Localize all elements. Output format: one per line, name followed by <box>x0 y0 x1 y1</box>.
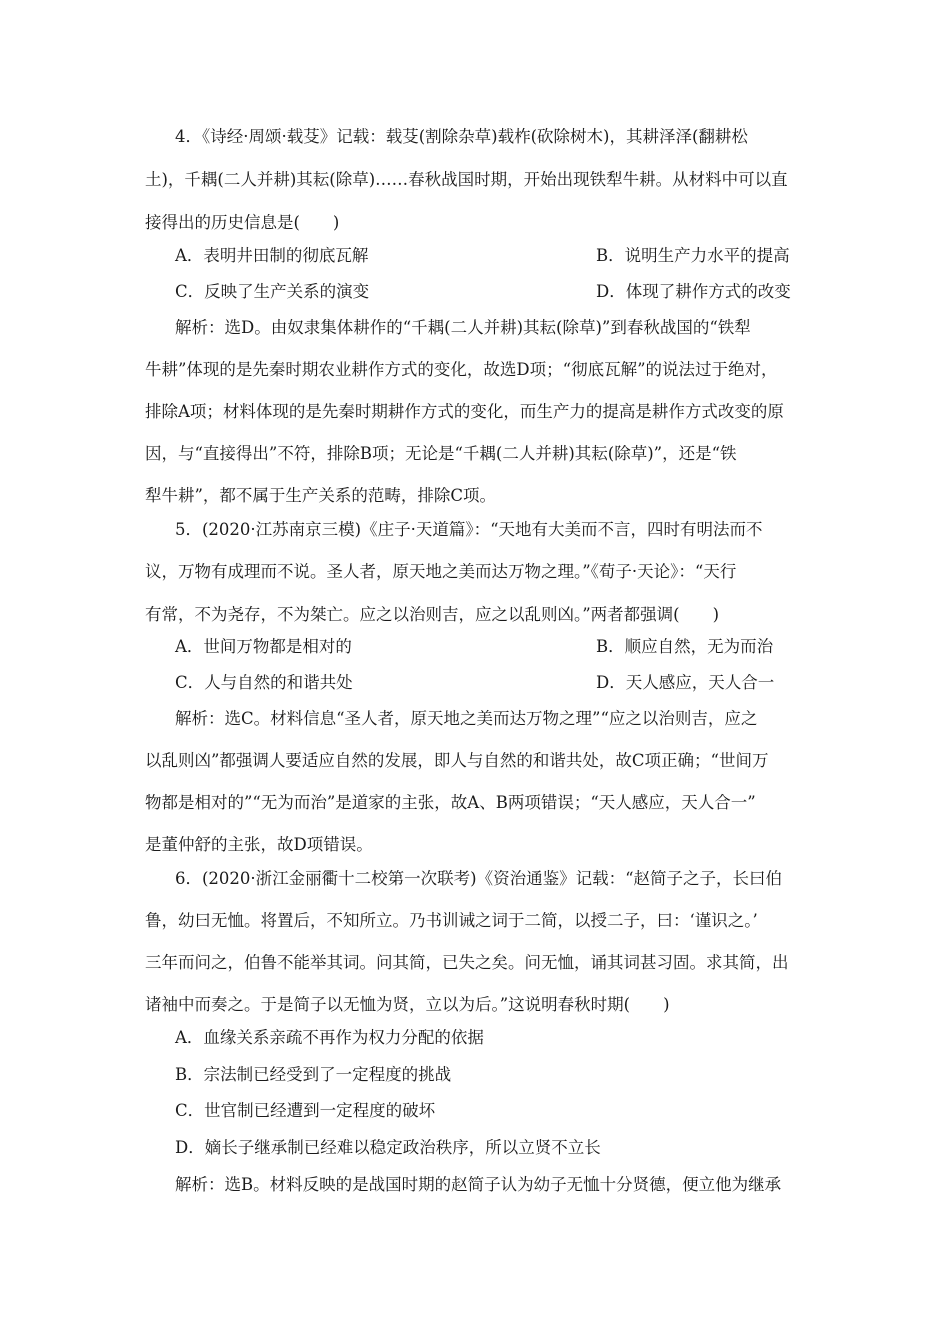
q4-analysis-line-3: 排除A项；材料体现的是先秦时期耕作方式的变化，而生产力的提高是耕作方式改变的原 <box>145 402 784 421</box>
q5-option-b: B．顺应自然，无为而治 <box>596 637 774 656</box>
q4-option-a: A．表明井田制的彻底瓦解 <box>175 246 369 265</box>
q4-option-d: D．体现了耕作方式的改变 <box>596 282 791 301</box>
q4-analysis-line-4: 因，与“直接得出”不符，排除B项；无论是“千耦(二人并耕)其耘(除草)”，还是“铁 <box>145 444 737 463</box>
q5-analysis-line-2: 以乱则凶”都强调人要适应自然的发展，即人与自然的和谐共处，故C项正确；“世间万 <box>145 751 769 770</box>
q5-stem-line-2: 议，万物有成理而不说。圣人者，原天地之美而达万物之理。”《荀子·天论》：“天行 <box>145 562 737 581</box>
q6-option-c: C．世官制已经遭到一定程度的破坏 <box>175 1101 436 1120</box>
q6-analysis-line-1: 解析：选B。材料反映的是战国时期的赵简子认为幼子无恤十分贤德，便立他为继承 <box>175 1175 782 1194</box>
q6-option-d: D．嫡长子继承制已经难以稳定政治秩序，所以立贤不立长 <box>175 1138 601 1157</box>
q4-analysis-line-2: 牛耕”体现的是先秦时期农业耕作方式的变化，故选D项；“彻底瓦解”的说法过于绝对， <box>145 360 778 379</box>
q5-analysis-line-3: 物都是相对的”“无为而治”是道家的主张，故A、B两项错误；“天人感应，天人合一” <box>145 793 756 812</box>
q6-stem-line-4: 诸袖中而奏之。于是简子以无恤为贤，立以为后。”这说明春秋时期( ) <box>145 995 670 1014</box>
q6-stem-line-2: 鲁，幼曰无恤。将置后，不知所立。乃书训诫之词于二简，以授二子，曰：‘谨识之。’ <box>145 911 758 930</box>
q5-option-d: D．天人感应，天人合一 <box>596 673 775 692</box>
q5-option-c: C．人与自然的和谐共处 <box>175 673 353 692</box>
q6-stem-line-3: 三年而问之，伯鲁不能举其词。问其简，已失之矣。问无恤，诵其词甚习固。求其简，出 <box>145 953 789 972</box>
q5-stem-line-3: 有常，不为尧存，不为桀亡。应之以治则吉，应之以乱则凶。”两者都强调( ) <box>145 605 720 624</box>
q4-option-b: B．说明生产力水平的提高 <box>596 246 790 265</box>
q4-stem-line-1: 4．《诗经·周颂·载芟》记载：载芟(割除杂草)载柞(砍除树木)，其耕泽泽(翻耕松 <box>175 127 748 146</box>
q5-analysis-line-1: 解析：选C。材料信息“圣人者，原天地之美而达万物之理”“应之以治则吉，应之 <box>175 709 758 728</box>
q4-stem-line-2: 土)，千耦(二人并耕)其耘(除草)……春秋战国时期，开始出现铁犁牛耕。从材料中可以直 <box>145 170 788 189</box>
q6-option-a: A．血缘关系亲疏不再作为权力分配的依据 <box>175 1028 484 1047</box>
q4-stem-line-3: 接得出的历史信息是( ) <box>145 213 340 232</box>
q6-option-b: B．宗法制已经受到了一定程度的挑战 <box>175 1065 452 1084</box>
q5-stem-line-1: 5．(2020·江苏南京三模)《庄子·天道篇》：“天地有大美而不言，四时有明法而不 <box>175 520 763 539</box>
q4-option-c: C．反映了生产关系的演变 <box>175 282 370 301</box>
q5-analysis-line-4: 是董仲舒的主张，故D项错误。 <box>145 835 373 854</box>
q5-option-a: A．世间万物都是相对的 <box>175 637 352 656</box>
q4-analysis-line-5: 犁牛耕”，都不属于生产关系的范畴，排除C项。 <box>145 486 497 505</box>
q4-analysis-line-1: 解析：选D。由奴隶集体耕作的“千耦(二人并耕)其耘(除草)”到春秋战国的“铁犁 <box>175 318 751 337</box>
q6-stem-line-1: 6．(2020·浙江金丽衢十二校第一次联考)《资治通鉴》记载：“赵简子之子，长曰伯 <box>175 869 783 888</box>
